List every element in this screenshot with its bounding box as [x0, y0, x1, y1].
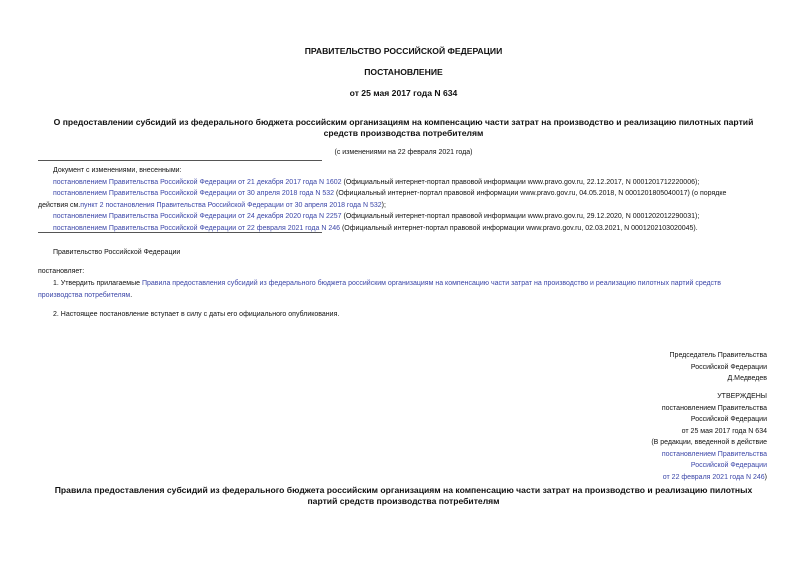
- change-item: [38, 188, 768, 200]
- approved-date-number: от 25 мая 2017 года N 634: [681, 427, 767, 435]
- change-link[interactable]: постановлением Правительства Российской Федерации от 30 апреля 2018 года N 532: [53, 190, 335, 197]
- approved-edition-link[interactable]: от 22 февраля 2021 года N 246: [662, 473, 765, 481]
- government-heading: ПРАВИТЕЛЬСТВО РОССИЙСКОЙ ФЕДЕРАЦИИ: [304, 46, 503, 56]
- change-link[interactable]: постановлением Правительства Российской Федерации от 22 февраля 2021 года N 246: [53, 224, 340, 232]
- document-type: ПОСТАНОВЛЕНИЕ: [364, 67, 443, 77]
- approved-label: УТВЕРЖДЕНЫ: [717, 393, 767, 400]
- edition-note: (с изменениями на 22 февраля 2021 года): [334, 149, 473, 156]
- change-link[interactable]: постановлением Правительства Российской Федерации от 21 декабря 2017 года N 1602: [53, 178, 342, 186]
- signature-block: [670, 350, 767, 385]
- signature-name: Д.Медведев: [727, 375, 767, 382]
- document-title-line2: средств производства потребителям: [323, 128, 484, 138]
- approved-block: [651, 391, 767, 483]
- paragraph-1-prefix: 1. Утвердить прилагаемые: [53, 280, 142, 287]
- approved-edition-link[interactable]: постановлением Правительства: [661, 450, 767, 458]
- decrees-label: постановляет:: [38, 268, 85, 275]
- changes-block: [38, 165, 768, 234]
- divider-top: [38, 160, 322, 161]
- rules-link-continued[interactable]: производства потребителям: [38, 291, 131, 299]
- changes-intro: Документ с изменениями, внесенными:: [53, 167, 182, 174]
- approved-close-paren: ): [764, 473, 767, 481]
- rules-link[interactable]: Правила предоставления субсидий из федерального бюджета российским организациям на компенсацию части затрат на производство и реализацию пилотных партий средств: [141, 280, 721, 287]
- approved-edition-link[interactable]: Российской Федерации: [690, 462, 767, 469]
- document-title: [0, 117, 807, 139]
- change-item: [38, 177, 768, 189]
- change-source: (Официальный интернет-портал правовой информации www.pravo.gov.ru, 22.12.2017, N 0001201712220006);: [341, 178, 700, 186]
- rules-title-line2: партий средств производства потребителям: [307, 496, 500, 506]
- change-prefix: действия см.: [38, 201, 81, 209]
- change-source: (Официальный интернет-портал правовой информации www.pravo.gov.ru, 04.05.2018, N 0001201805040017) (о порядке: [334, 190, 727, 197]
- paragraph-2: 2. Настоящее постановление вступает в силу с даты его официального опубликования.: [53, 311, 340, 318]
- change-item: [38, 211, 768, 223]
- rules-title: [0, 485, 807, 507]
- approved-country: Российской Федерации: [690, 416, 767, 423]
- change-source: );: [381, 201, 386, 209]
- change-source: (Официальный интернет-портал правовой информации www.pravo.gov.ru, 29.12.2020, N 0001202012290031);: [341, 213, 700, 220]
- rules-title-line1: Правила предоставления субсидий из федерального бюджета российским организациям на компенсацию части затрат на производство и реализацию пилотных: [54, 485, 753, 495]
- approved-by: постановлением Правительства: [661, 404, 767, 412]
- change-link[interactable]: постановлением Правительства Российской Федерации от 24 декабря 2020 года N 2257: [53, 213, 342, 220]
- change-link[interactable]: пункт 2 постановления Правительства Российской Федерации от 30 апреля 2018 года N 532: [80, 201, 382, 209]
- divider-bottom: [38, 232, 322, 233]
- document-title-line1: О предоставлении субсидий из федерального бюджета российским организациям на компенсацию части затрат на производство и реализацию пилотных партий: [53, 117, 754, 127]
- document-date-number: от 25 мая 2017 года N 634: [349, 88, 458, 98]
- government-rf: Правительство Российской Федерации: [53, 249, 181, 256]
- change-item: [38, 200, 768, 212]
- approved-edition-note: (В редакции, введенной в действие: [651, 439, 767, 446]
- signature-position: Председатель Правительства: [669, 352, 767, 359]
- paragraph-1: [38, 278, 768, 301]
- paragraph-1-end: .: [130, 291, 133, 299]
- signature-country: Российской Федерации: [690, 363, 767, 371]
- change-source: (Официальный интернет-портал правовой информации www.pravo.gov.ru, 02.03.2021, N 0001202103020045).: [340, 224, 698, 232]
